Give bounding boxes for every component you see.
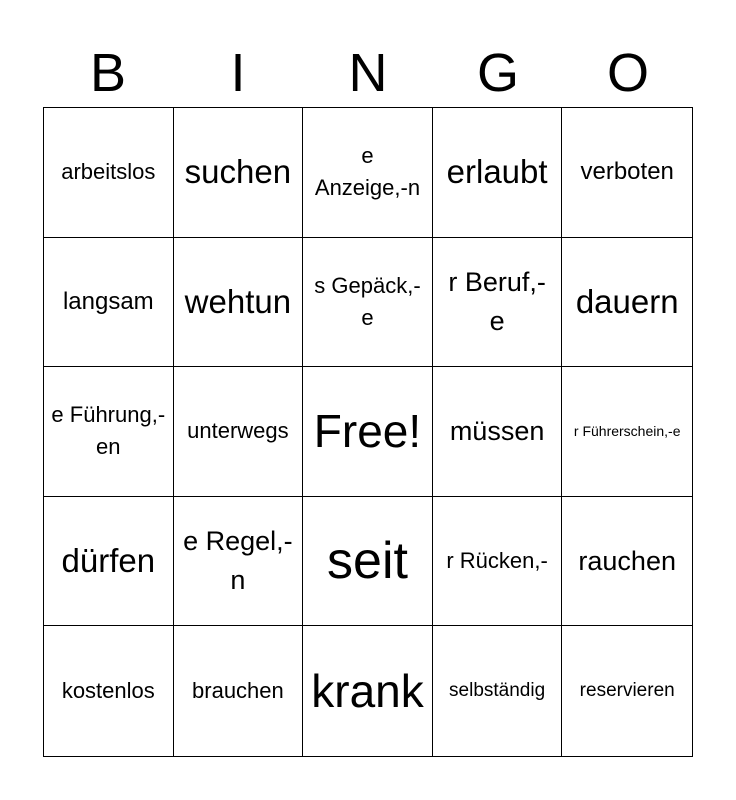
cell-text: rauchen [578, 545, 676, 576]
bingo-cell[interactable] [174, 108, 304, 238]
cell-text: brauchen [192, 678, 284, 704]
bingo-cell[interactable] [562, 238, 692, 368]
cell-text: unterwegs [187, 418, 289, 444]
cell-text: seit [327, 532, 408, 591]
bingo-cell[interactable] [44, 108, 174, 238]
cell-text: arbeitslos [61, 159, 156, 185]
bingo-header [43, 40, 693, 106]
bingo-cell[interactable] [433, 238, 563, 368]
cell-text: dauern [575, 282, 679, 320]
cell-text: reservieren [579, 680, 675, 702]
header-letter-i: I [230, 43, 246, 103]
bingo-cell[interactable] [303, 108, 433, 238]
bingo-board [43, 107, 693, 757]
bingo-cell[interactable] [562, 108, 692, 238]
bingo-cell[interactable] [44, 367, 174, 497]
cell-text: r Führerschein,-e [573, 423, 681, 440]
bingo-cell[interactable] [433, 497, 563, 627]
bingo-cell[interactable] [562, 367, 692, 497]
cell-text: wehtun [184, 282, 292, 320]
bingo-cell[interactable] [174, 626, 304, 756]
cell-text: e Anzeige,-n [314, 143, 421, 201]
header-letter-o: O [606, 43, 649, 103]
bingo-cell[interactable] [562, 497, 692, 627]
free-space [303, 367, 433, 497]
cell-text: e Regel,-n [183, 526, 293, 596]
bingo-cell[interactable] [44, 497, 174, 627]
bingo-cell[interactable] [44, 238, 174, 368]
free-space-label: Free! [313, 405, 422, 458]
cell-text: langsam [62, 287, 154, 315]
header-letter-b: B [89, 43, 127, 103]
bingo-cell[interactable] [303, 497, 433, 627]
bingo-cell[interactable] [44, 626, 174, 756]
cell-text: s Gepäck,-e [314, 272, 421, 330]
bingo-cell[interactable] [303, 238, 433, 368]
cell-text: kostenlos [61, 678, 155, 704]
cell-text: erlaubt [446, 153, 548, 191]
bingo-cell[interactable] [433, 108, 563, 238]
cell-text: dürfen [61, 542, 156, 580]
bingo-cell[interactable] [433, 626, 563, 756]
cell-text: müssen [449, 415, 545, 446]
cell-text: krank [311, 665, 424, 718]
bingo-cell[interactable] [433, 367, 563, 497]
cell-text: r Rücken,- [446, 548, 548, 574]
cell-text: r Beruf,-e [448, 266, 546, 336]
bingo-cell[interactable] [562, 626, 692, 756]
cell-text: e Führung,-en [51, 402, 166, 460]
cell-text: suchen [184, 153, 292, 191]
bingo-cell[interactable] [303, 626, 433, 756]
bingo-cell[interactable] [174, 238, 304, 368]
header-letter-g: G [476, 43, 519, 103]
bingo-cell[interactable] [174, 497, 304, 627]
bingo-cell[interactable] [174, 367, 304, 497]
cell-text: selbständig [449, 680, 546, 702]
header-letter-n: N [348, 43, 388, 103]
cell-text: verboten [580, 158, 674, 186]
